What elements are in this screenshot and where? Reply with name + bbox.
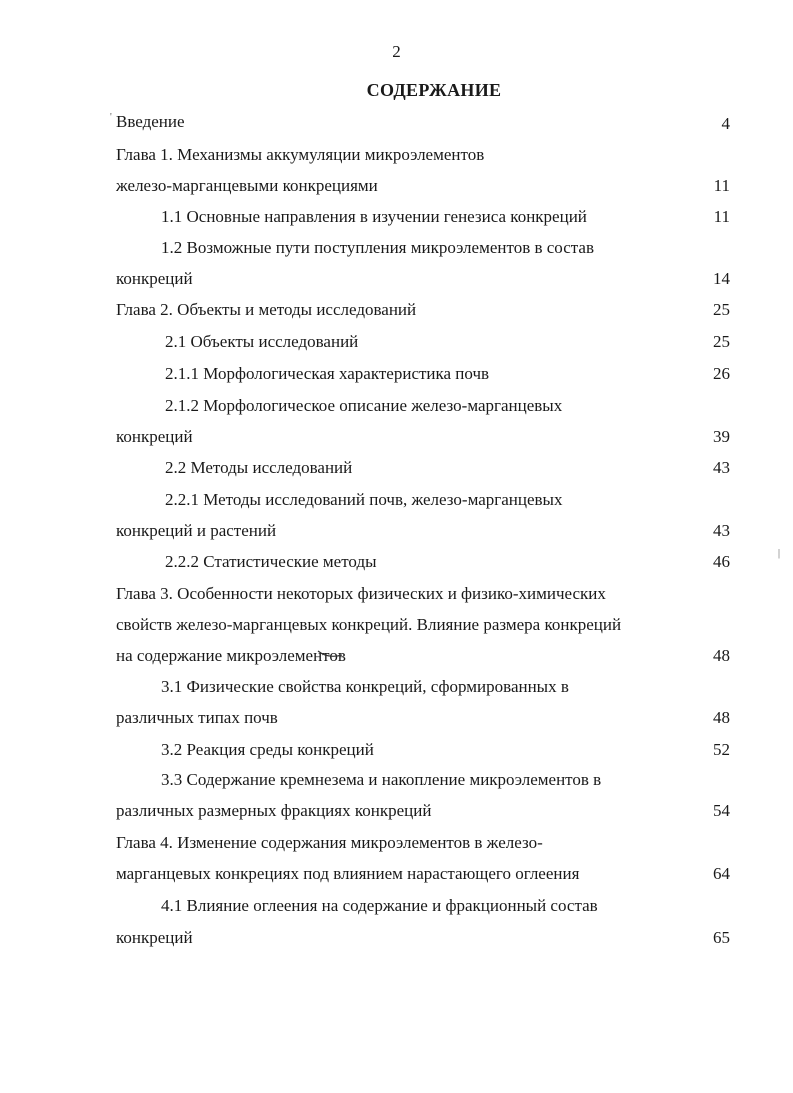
- toc-entry: 2.2.2 Статистические методы: [165, 552, 377, 571]
- toc-entry: Введение: [116, 112, 185, 131]
- toc-page-number: 14: [713, 269, 730, 288]
- toc-page-number: 11: [713, 176, 730, 195]
- toc-entry: 2.2 Методы исследований: [165, 458, 353, 477]
- toc-entry: различных типах почв: [116, 708, 278, 727]
- toc-entry: марганцевых конкрециях под влиянием нарастающего оглеения: [116, 864, 580, 883]
- toc-entry: различных размерных фракциях конкреций: [116, 801, 432, 820]
- toc-entry: 1.2 Возможные пути поступления микроэлементов в состав: [161, 238, 594, 257]
- toc-page-number: 48: [713, 708, 730, 727]
- toc-page-number: 54: [713, 801, 730, 820]
- toc-entry: Глава 1. Механизмы аккумуляции микроэлементов: [116, 145, 485, 164]
- toc-page-number: 25: [713, 300, 730, 319]
- toc-entry: конкреций: [116, 269, 193, 288]
- toc-page-number: 43: [713, 521, 730, 540]
- toc-page-number: 11: [713, 207, 730, 226]
- toc-entry: 3.1 Физические свойства конкреций, сформированных в: [161, 677, 569, 696]
- toc-page-number: 48: [713, 646, 730, 665]
- toc-entry: конкреций: [116, 928, 193, 947]
- toc-entry: 2.2.1 Методы исследований почв, железо-марганцевых: [165, 490, 563, 509]
- toc-entry: Глава 3. Особенности некоторых физических и физико-химических: [116, 584, 606, 603]
- toc-page-number: 46: [713, 552, 730, 571]
- toc-entry: 3.3 Содержание кремнезема и накопление микроэлементов в: [161, 770, 602, 789]
- scan-speck: ': [110, 112, 112, 123]
- toc-page-number: 52: [713, 740, 730, 759]
- scan-mark: [316, 647, 344, 661]
- toc-entry: 3.2 Реакция среды конкреций: [161, 740, 374, 759]
- toc-entry: свойств железо-марганцевых конкреций. Влияние размера конкреций: [116, 615, 622, 634]
- toc-page-number: 65: [713, 928, 730, 947]
- toc-page-number: 64: [713, 864, 730, 883]
- toc-entry: 2.1.2 Морфологическое описание железо-марганцевых: [165, 396, 563, 415]
- toc-page-number: 43: [713, 458, 730, 477]
- page-number: 2: [392, 42, 401, 61]
- toc-title: СОДЕРЖАНИЕ: [366, 80, 502, 100]
- toc-page-number: 26: [713, 364, 730, 383]
- toc-page-number: 25: [713, 332, 730, 351]
- toc-entry: 4.1 Влияние оглеения на содержание и фракционный состав: [161, 896, 598, 915]
- toc-page-number: 4: [721, 114, 730, 133]
- toc-entry: 1.1 Основные направления в изучении генезиса конкреций: [161, 207, 587, 226]
- toc-page-number: 39: [713, 427, 730, 446]
- toc-entry: Глава 4. Изменение содержания микроэлементов в железо-: [116, 833, 543, 852]
- toc-entry: железо-марганцевыми конкрециями: [116, 176, 378, 195]
- toc-entry: конкреций: [116, 427, 193, 446]
- toc-entry: конкреций и растений: [116, 521, 277, 540]
- scan-speck: |: [778, 548, 781, 559]
- toc-entry: 2.1 Объекты исследований: [165, 332, 359, 351]
- toc-entry: 2.1.1 Морфологическая характеристика почв: [165, 364, 490, 383]
- toc-entry: Глава 2. Объекты и методы исследований: [116, 300, 417, 319]
- toc-entry: на содержание микроэлементов: [116, 646, 346, 665]
